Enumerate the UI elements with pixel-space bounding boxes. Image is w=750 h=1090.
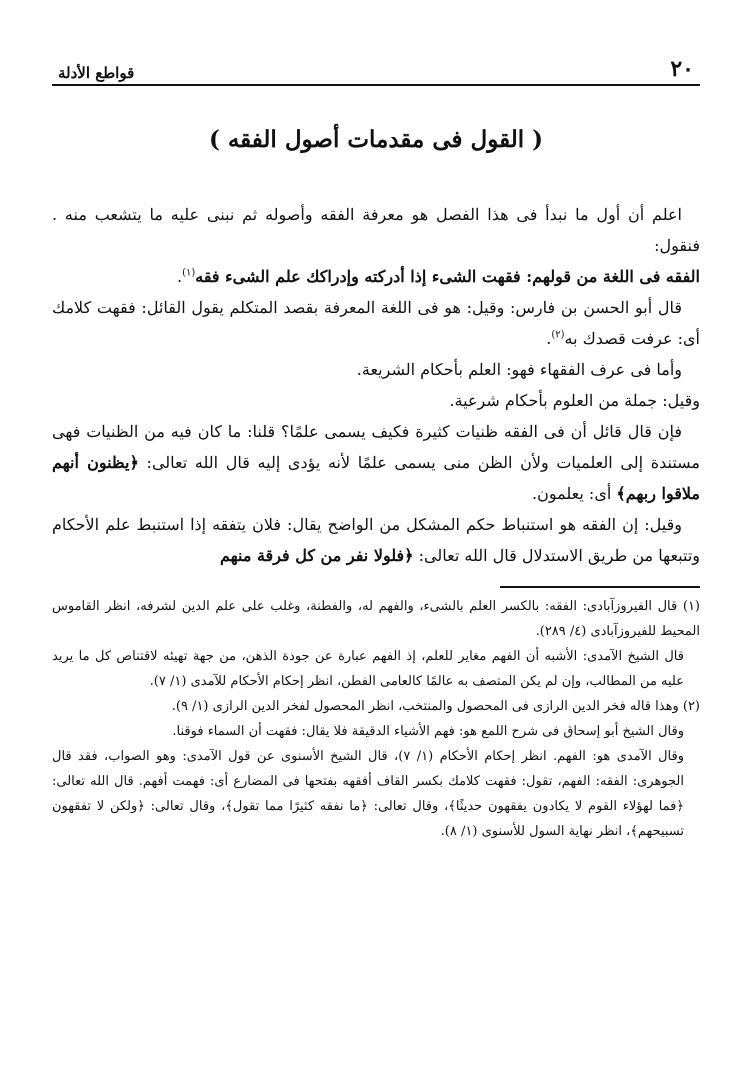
page-header [52,52,700,86]
footnote-ref-2[interactable]: (٢) [551,329,565,341]
running-title: قواطع الأدلة [58,64,135,82]
ibn-faris-text: قال أبو الحسن بن فارس: وقيل: هو فى اللغة المعرفة بقصد المتكلم يقول القائل: فقهت كلامك أى: عرفت قصدك به [52,298,700,348]
paragraph-fuqaha-definition: وأما فى عرف الفقهاء فهو: العلم بأحكام الشريعة. [356,360,682,379]
paragraph-ibn-faris [52,292,700,354]
definition-lang-bold: الفقه فى اللغة من قولهم: فقهت الشىء إذا أدركته وإدراكك علم الشىء فقه [195,267,700,286]
chapter-title: ( القول فى مقدمات أصول الفقه ) [208,126,544,153]
paragraph-intro: اعلم أن أول ما نبدأ فى هذا الفصل هو معرفة الفقه وأصوله ثم نبنى عليه ما يتشعب منه . فنقول: [52,205,700,255]
objection-tail: أى: يعلمون. [532,484,612,503]
definition-lang-tail: . [176,267,183,286]
paragraph-alt-definition: وقيل: جملة من العلوم بأحكام شرعية. [449,391,700,410]
footnote-1: (١) قال الفيروزآبادى: الفقه: بالكسر العلم بالشىء، والفهم له، والفطنة، وغلب على علم الدين لشرفه، انظر القاموس المحيط للفيروزآبادى (٤/ ٢٨٩). [52,599,700,639]
quran-quote-2: ﴿فلولا نفر من كل فرقة منهم [219,546,414,565]
page-number: ٢٠ [670,56,694,82]
footnote-2: (٢) وهذا قاله فخر الدين الرازى فى المحصول والمنتخب، انظر المحصول لفخر الدين الرازى (١/ ٩). [171,699,700,714]
footnotes [52,594,700,844]
footnote-ref-1[interactable]: (١) [182,267,196,279]
quran-quote-1: ﴿يظنون أنهم ملاقوا ربهم﴾ [52,453,700,503]
paragraph-istinbat [52,509,700,571]
footnote-2-continuation-b: وقال الآمدى هو: الفهم. انظر إحكام الأحكام (١/ ٧)، قال الشيخ الأسنوى عن قول الآمدى: وهو الصواب، فقد قال الجوهرى: الفقه: الفهم، تقول: فقهت كلامك بكسر القاف أفقهه بفتحها فى المضارع أى: فهمت أفهم. قال الله تعالى: ﴿فما لهؤلاء القوم لا يكادون يفقهون حديثًا﴾، وقال تعالى: ﴿ما نفقه كثيرًا مما تقول﴾، وقال تعالى: ﴿ولكن لا تفقهون تسبيحهم﴾، انظر نهاية السول للأسنوى (١/ ٨). [52,749,684,839]
ibn-faris-tail: . [546,329,552,348]
main-text [52,199,700,571]
paragraph-definition-lang [52,261,700,292]
paragraph-objection [52,416,700,509]
objection-text: فإن قال قائل أن فى الفقه ظنيات كثيرة فكيف يسمى علمًا؟ قلنا: ما كان فيه من الظنيات فهى مستندة إلى العلميات ولأن الظن منى يسمى علمًا لأنه يؤدى إليه قال الله تعالى: [52,422,700,472]
footnote-2-continuation-a: وقال الشيخ أبو إسحاق فى شرح اللمع هو: فهم الأشياء الدقيقة فلا يقال: فقهت أن السماء فوقنا. [172,724,684,739]
footnote-1-continuation: قال الشيخ الآمدى: الأشبه أن الفهم مغاير للعلم، إذ الفهم عبارة عن جودة الذهن، من جهة تهيئه لاقتناص كل ما يريد عليه من المطالب، وإن لم يكن المتصف به عالمًا كالعامى الفطن، انظر إحكام الأحكام للآمدى (١/ ٧). [52,649,684,689]
istinbat-text: وقيل: إن الفقه هو استنباط حكم المشكل من الواضح يقال: فلان يتفقه إذا استنبط علم الأحكام وتتبعها من طريق الاستدلال قال الله تعالى: [52,515,700,565]
footnote-separator [500,586,700,588]
